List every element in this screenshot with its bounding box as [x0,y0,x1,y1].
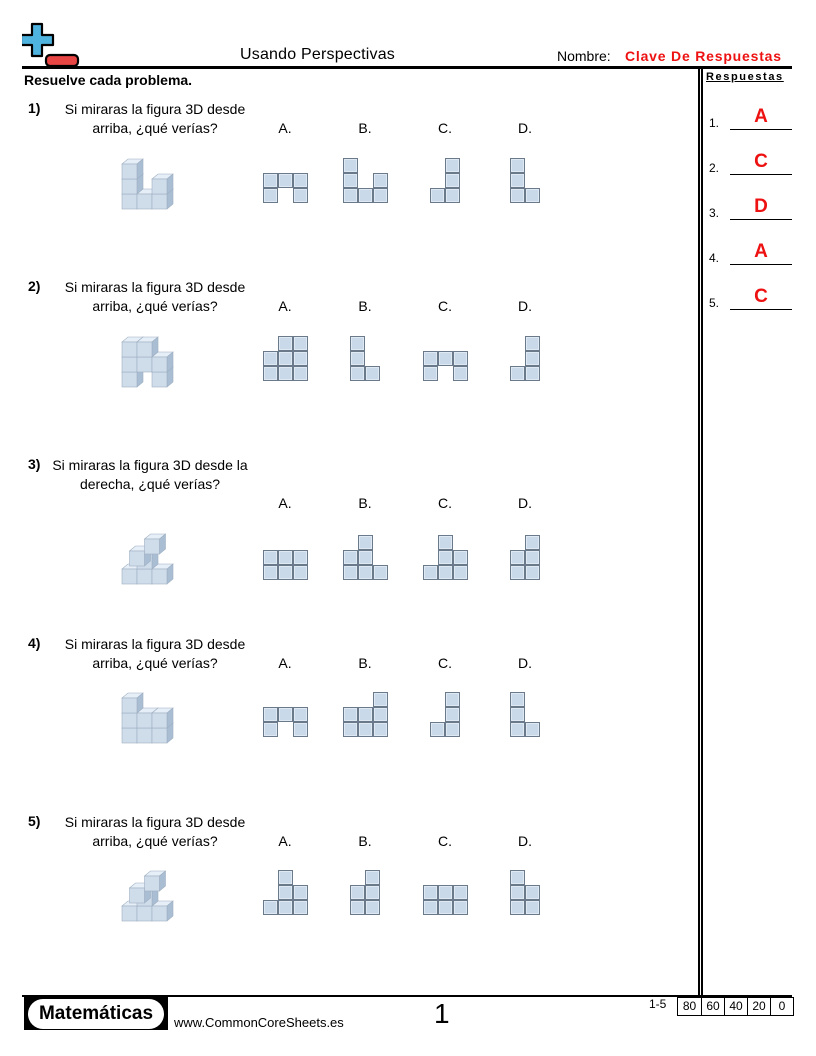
top-view-grid [343,158,388,203]
grid-cell-empty [423,550,438,565]
grid-cell-filled [510,692,525,707]
grid-cell-filled [423,885,438,900]
plus-minus-logo-icon [22,22,80,68]
grid-cell-filled [350,351,365,366]
grid-cell-filled [293,188,308,203]
grid-cell-filled [263,188,278,203]
question-text: Si miraras la figura 3D desde arriba, ¿qué verías? [64,279,246,314]
grid-cell-empty [263,870,278,885]
grid-cell-filled [423,565,438,580]
answer-value: A [754,106,768,127]
grid-cell-filled [423,351,438,366]
answer-row [709,241,792,265]
grid-cell-filled [365,885,380,900]
grid-cell-filled [445,692,460,707]
top-view-grid [510,692,540,737]
instructions: Resuelve cada problema. [24,72,193,88]
option-label-a: A. [278,655,292,671]
grid-cell-filled [510,366,525,381]
answer-row [709,196,792,220]
grid-cell-empty [278,188,293,203]
grid-cell-filled [263,366,278,381]
grid-cell-filled [525,351,540,366]
grid-cell-filled [453,351,468,366]
grid-cell-filled [453,550,468,565]
grid-cell-filled [263,722,278,737]
grid-cell-empty [510,535,525,550]
grid-cell-filled [358,707,373,722]
option-label-b: B. [358,495,372,511]
grid-cell-filled [343,550,358,565]
score-range-label: 1-5 [649,997,667,1011]
grid-cell-filled [423,900,438,915]
grid-cell-empty [525,158,540,173]
grid-cell-filled [423,366,438,381]
grid-cell-filled [445,173,460,188]
grid-cell-filled [263,707,278,722]
page-title: Usando Perspectivas [240,46,395,63]
grid-cell-filled [525,900,540,915]
grid-cell-filled [373,692,388,707]
grid-cell-filled [293,900,308,915]
grid-cell-empty [510,336,525,351]
3d-cube-figure-icon [112,143,192,213]
grid-cell-empty [365,336,380,351]
name-label: Nombre: [557,48,611,64]
grid-cell-empty [373,535,388,550]
grid-cell-filled [438,351,453,366]
grid-cell-filled [293,707,308,722]
grid-cell-filled [430,188,445,203]
answer-value: C [754,151,768,172]
grid-cell-filled [343,565,358,580]
option-label-c: C. [438,655,452,671]
grid-cell-empty [358,158,373,173]
grid-cell-filled [438,885,453,900]
question-number: 4) [28,635,41,651]
grid-cell-filled [438,565,453,580]
score-cell: 0 [770,998,793,1015]
grid-cell-filled [278,870,293,885]
option-label-a: A. [278,833,292,849]
grid-cell-filled [278,351,293,366]
grid-cell-empty [525,707,540,722]
grid-cell-filled [350,900,365,915]
3d-cube-figure-icon [112,321,192,391]
grid-cell-empty [365,351,380,366]
top-view-grid [343,692,388,737]
option-label-d: D. [518,655,532,671]
grid-cell-filled [278,336,293,351]
grid-cell-filled [510,173,525,188]
option-label-d: D. [518,298,532,314]
grid-cell-filled [358,188,373,203]
grid-cell-filled [525,722,540,737]
top-view-grid [510,870,540,915]
grid-cell-filled [278,550,293,565]
grid-cell-empty [510,351,525,366]
answer-line [730,174,792,175]
grid-cell-filled [278,565,293,580]
grid-cell-filled [293,173,308,188]
grid-cell-filled [293,722,308,737]
grid-cell-filled [358,722,373,737]
grid-cell-filled [510,565,525,580]
grid-cell-filled [525,188,540,203]
top-view-grid [350,870,380,915]
top-view-grid [423,351,468,381]
3d-cube-figure-icon [112,855,192,925]
option-label-a: A. [278,495,292,511]
grid-cell-empty [430,158,445,173]
grid-cell-filled [430,722,445,737]
grid-cell-filled [278,366,293,381]
grid-cell-filled [350,885,365,900]
answer-number: 1. [709,116,720,130]
grid-cell-filled [373,707,388,722]
grid-cell-filled [438,535,453,550]
grid-cell-filled [453,900,468,915]
answer-row [709,106,792,130]
answer-row [709,151,792,175]
grid-cell-filled [453,366,468,381]
grid-cell-filled [365,366,380,381]
grid-cell-empty [350,870,365,885]
grid-cell-filled [365,870,380,885]
grid-cell-filled [263,173,278,188]
answer-line [730,264,792,265]
grid-cell-filled [445,707,460,722]
top-view-grid [430,692,460,737]
grid-cell-filled [293,565,308,580]
grid-cell-filled [525,565,540,580]
brand-label: Matemáticas [28,999,164,1029]
3d-cube-figure-icon [112,677,192,747]
answer-key-title: Respuestas [706,71,784,83]
grid-cell-filled [525,550,540,565]
grid-cell-filled [263,550,278,565]
answer-number: 2. [709,161,720,175]
grid-cell-filled [293,550,308,565]
grid-cell-filled [510,870,525,885]
top-view-grid [423,535,468,580]
3d-cube-figure-icon [112,518,192,588]
option-label-c: C. [438,833,452,849]
grid-cell-filled [525,366,540,381]
grid-cell-filled [365,900,380,915]
answer-value: D [754,196,768,217]
question-text: Si miraras la figura 3D desde arriba, ¿qué verías? [64,636,246,671]
grid-cell-empty [430,707,445,722]
grid-cell-filled [373,173,388,188]
grid-cell-filled [510,900,525,915]
grid-cell-filled [278,900,293,915]
option-label-b: B. [358,120,372,136]
answer-value: A [754,241,768,262]
grid-cell-filled [510,707,525,722]
page-number: 1 [434,998,450,1029]
grid-cell-filled [525,535,540,550]
grid-cell-filled [343,188,358,203]
question-number: 5) [28,813,41,829]
score-cell: 80 [682,999,697,1013]
name-value: Clave De Respuestas [625,48,782,64]
grid-cell-empty [358,692,373,707]
grid-cell-empty [343,692,358,707]
top-view-grid [263,173,308,203]
answer-number: 3. [709,206,720,220]
question-text: Si miraras la figura 3D desde la derecha, ¿qué verías? [52,457,248,492]
top-view-grid [510,336,540,381]
top-view-grid [350,336,380,381]
top-view-grid [263,870,308,915]
top-view-grid [263,336,308,381]
grid-cell-empty [430,173,445,188]
option-label-a: A. [278,298,292,314]
grid-cell-filled [293,351,308,366]
grid-cell-filled [510,188,525,203]
grid-cell-filled [373,188,388,203]
score-cell: 60 [701,998,724,1015]
grid-cell-empty [453,535,468,550]
grid-cell-filled [263,565,278,580]
top-view-grid [263,707,308,737]
grid-cell-filled [510,550,525,565]
grid-cell-filled [343,158,358,173]
grid-cell-filled [373,565,388,580]
grid-cell-filled [438,900,453,915]
answer-line [730,219,792,220]
grid-cell-filled [445,158,460,173]
grid-cell-filled [445,722,460,737]
grid-cell-filled [263,351,278,366]
top-view-grid [423,885,468,915]
question-text: Si miraras la figura 3D desde arriba, ¿qué verías? [64,814,246,849]
grid-cell-empty [373,158,388,173]
top-view-grid [430,158,460,203]
grid-cell-empty [278,722,293,737]
grid-cell-empty [293,870,308,885]
top-view-grid [343,535,388,580]
answer-line [730,309,792,310]
grid-cell-filled [278,173,293,188]
grid-cell-filled [510,885,525,900]
score-cell: 40 [724,998,747,1015]
grid-cell-filled [350,366,365,381]
grid-cell-empty [263,885,278,900]
answer-number: 5. [709,296,720,310]
grid-cell-empty [525,173,540,188]
grid-cell-empty [373,550,388,565]
grid-cell-filled [525,336,540,351]
grid-cell-filled [350,336,365,351]
grid-cell-filled [263,900,278,915]
answer-line [730,129,792,130]
grid-cell-filled [278,885,293,900]
grid-cell-filled [293,885,308,900]
top-view-grid [510,158,540,203]
option-label-d: D. [518,495,532,511]
grid-cell-filled [343,173,358,188]
grid-cell-filled [445,188,460,203]
grid-cell-filled [525,885,540,900]
grid-cell-empty [430,692,445,707]
question-text: Si miraras la figura 3D desde arriba, ¿qué verías? [64,101,246,136]
grid-cell-empty [358,173,373,188]
grid-cell-empty [525,692,540,707]
grid-cell-filled [453,885,468,900]
top-view-grid [263,550,308,580]
question-number: 3) [28,456,41,472]
grid-cell-filled [510,722,525,737]
top-view-grid [510,535,540,580]
grid-cell-empty [423,535,438,550]
grid-cell-filled [293,366,308,381]
grid-cell-filled [293,336,308,351]
option-label-c: C. [438,298,452,314]
grid-cell-filled [510,158,525,173]
header-rule [22,66,792,69]
option-label-c: C. [438,120,452,136]
answer-row [709,286,792,310]
grid-cell-filled [343,707,358,722]
grid-cell-empty [263,336,278,351]
option-label-d: D. [518,833,532,849]
grid-cell-empty [525,870,540,885]
score-cell: 20 [747,998,770,1015]
option-label-c: C. [438,495,452,511]
grid-cell-filled [373,722,388,737]
grid-cell-filled [358,565,373,580]
option-label-b: B. [358,833,372,849]
grid-cell-filled [343,722,358,737]
answer-value: C [754,286,768,307]
question-number: 1) [28,100,41,116]
option-label-a: A. [278,120,292,136]
grid-cell-filled [453,565,468,580]
site-url: www.CommonCoreSheets.es [174,1015,344,1030]
option-label-b: B. [358,655,372,671]
grid-cell-empty [438,366,453,381]
score-table [677,997,794,1016]
grid-cell-filled [358,535,373,550]
grid-cell-filled [358,550,373,565]
answer-number: 4. [709,251,720,265]
grid-cell-filled [438,550,453,565]
option-label-d: D. [518,120,532,136]
answer-column-divider [698,68,703,995]
option-label-b: B. [358,298,372,314]
grid-cell-empty [343,535,358,550]
question-number: 2) [28,278,41,294]
grid-cell-filled [278,707,293,722]
